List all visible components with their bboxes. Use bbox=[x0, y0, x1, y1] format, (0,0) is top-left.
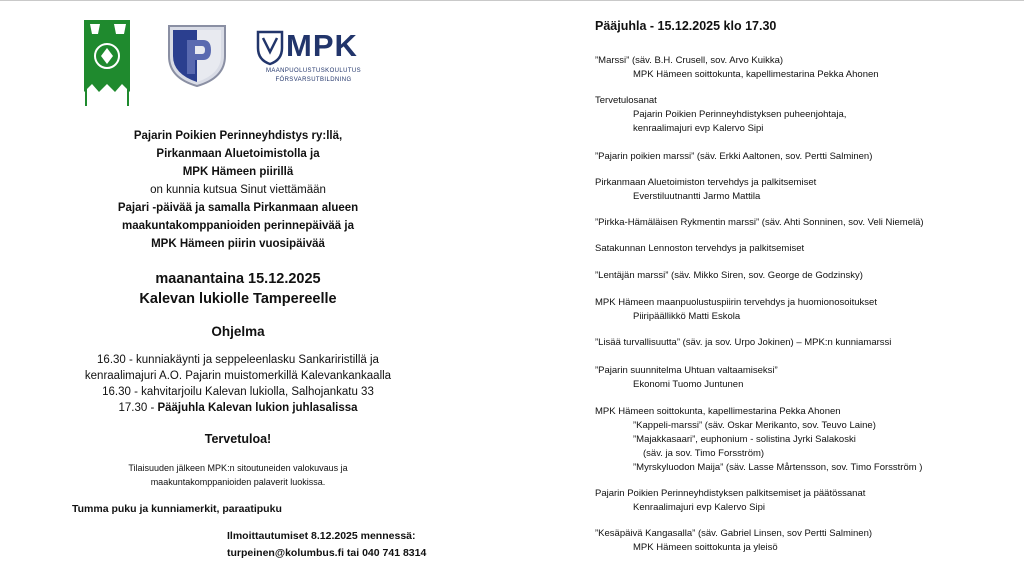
banner-logo-icon bbox=[82, 20, 132, 106]
program-item-detail: ”Myrskyluodon Maija” (säv. Lasse Mårtensson, sov. Timo Forsström ) bbox=[633, 462, 923, 473]
registration-contact: turpeinen@kolumbus.fi tai 040 741 8314 bbox=[227, 547, 427, 559]
mpk-wordmark: MPK bbox=[286, 28, 358, 63]
program-line-4 bbox=[28, 400, 448, 416]
program-last-time: 17.30 - bbox=[118, 402, 158, 414]
program-item: ”Lisää turvallisuutta” (säv. ja sov. Urpo Jokinen) – MPK:n kunniamarssi bbox=[595, 337, 892, 348]
program-item: MPK Hämeen maanpuolustuspiirin tervehdys ja huomionosoitukset bbox=[595, 297, 877, 308]
program-item: ”Lentäjän marssi” (säv. Mikko Siren, sov. George de Godzinsky) bbox=[595, 270, 863, 281]
note-line-2: maakuntakomppanioiden palaverit luokissa. bbox=[150, 477, 326, 487]
event-line-3: MPK Hämeen piirin vuosipäivää bbox=[151, 238, 325, 250]
program-item-detail: Piiripäällikkö Matti Eskola bbox=[633, 311, 741, 322]
program-item-detail: ”Kappeli-marssi” (säv. Oskar Merikanto, sov. Teuvo Laine) bbox=[633, 420, 876, 431]
program-item-detail: Ekonomi Tuomo Juntunen bbox=[633, 379, 744, 390]
program-item-detail: Kenraalimajuri evp Kalervo Sipi bbox=[633, 502, 766, 513]
program-item-detail: Pajarin Poikien Perinneyhdistyksen puheenjohtaja, bbox=[633, 109, 847, 120]
invite-line: on kunnia kutsua Sinut viettämään bbox=[150, 184, 326, 196]
event-venue: Kalevan lukiolle Tampereelle bbox=[139, 291, 337, 307]
host-line-3: MPK Hämeen piirillä bbox=[182, 166, 294, 178]
program-item: ”Pajarin suunnitelma Uhtuan valtaamiseksi” bbox=[595, 365, 778, 376]
program-item: ”Marssi” (säv. B.H. Crusell, sov. Arvo Kuikka) bbox=[595, 55, 784, 66]
program-title: Ohjelma bbox=[211, 324, 265, 339]
mpk-subtitle-sv: FÖRSVARSUTBILDNING bbox=[275, 77, 352, 83]
top-divider bbox=[0, 0, 1024, 1]
program-item: Pirkanmaan Aluetoimiston tervehdys ja palkitsemiset bbox=[595, 177, 817, 188]
program-item-detail: MPK Hämeen soittokunta, kapellimestarina Pekka Ahonen bbox=[633, 69, 879, 80]
program-item-detail: kenraalimajuri evp Kalervo Sipi bbox=[633, 123, 764, 134]
event-date: maanantaina 15.12.2025 bbox=[155, 271, 321, 287]
program-item: Satakunnan Lennoston tervehdys ja palkitsemiset bbox=[595, 243, 805, 254]
host-line-2: Pirkanmaan Aluetoimistolla ja bbox=[156, 148, 320, 160]
event-line-1: Pajari -päivää ja samalla Pirkanmaan alueen bbox=[117, 202, 359, 214]
program-line-1: 16.30 - kunniakäynti ja seppeleenlasku Sankariristillä ja bbox=[97, 354, 379, 366]
main-program-title: Pääjuhla - 15.12.2025 klo 17.30 bbox=[595, 19, 777, 33]
registration-line-1: Ilmoittautumiset 8.12.2025 mennessä: bbox=[227, 530, 416, 542]
program-item-detail: Everstiluutnantti Jarmo Mattila bbox=[633, 191, 761, 202]
program-item-detail: MPK Hämeen soittokunta ja yleisö bbox=[633, 542, 778, 553]
note-line-1: Tilaisuuden jälkeen MPK:n sitoutuneiden valokuvaus ja bbox=[128, 463, 348, 473]
program-item: MPK Hämeen soittokunta, kapellimestarina Pekka Ahonen bbox=[595, 406, 841, 417]
program-last-event: Pääjuhla Kalevan lukion juhlasalissa bbox=[157, 402, 358, 414]
program-line-3: 16.30 - kahvitarjoilu Kalevan lukiolla, Salhojankatu 33 bbox=[102, 386, 374, 398]
program-item-detail: ”Majakkasaari”, euphonium - solistina Jyrki Salakoski bbox=[633, 434, 856, 445]
shield-logo-icon bbox=[165, 22, 229, 88]
event-line-2: maakuntakomppanioiden perinnepäivää ja bbox=[122, 220, 354, 232]
program-item-detail: (säv. ja sov. Timo Forsström) bbox=[643, 448, 765, 459]
mpk-subtitle-fi: MAANPUOLUSTUSKOULUTUS bbox=[265, 68, 362, 74]
program-item: Pajarin Poikien Perinneyhdistyksen palkitsemiset ja päätössanat bbox=[595, 488, 866, 499]
welcome-text: Tervetuloa! bbox=[204, 432, 272, 446]
dress-code: Tumma puku ja kunniamerkit, paraatipuku bbox=[72, 503, 282, 515]
program-item: Tervetulosanat bbox=[595, 95, 657, 106]
mpk-shield-icon bbox=[256, 30, 284, 66]
program-item: ”Pajarin poikien marssi” (säv. Erkki Aaltonen, sov. Pertti Salminen) bbox=[595, 151, 873, 162]
program-line-2: kenraalimajuri A.O. Pajarin muistomerkillä Kalevankankaalla bbox=[84, 370, 392, 382]
program-item: ”Pirkka-Hämäläisen Rykmentin marssi” (säv. Ahti Sonninen, sov. Veli Niemelä) bbox=[595, 217, 924, 228]
mpk-logo bbox=[256, 26, 371, 94]
host-line-1: Pajarin Poikien Perinneyhdistys ry:llä, bbox=[133, 130, 343, 142]
program-item: ”Kesäpäivä Kangasalla” (säv. Gabriel Linsen, sov Pertti Salminen) bbox=[595, 528, 873, 539]
